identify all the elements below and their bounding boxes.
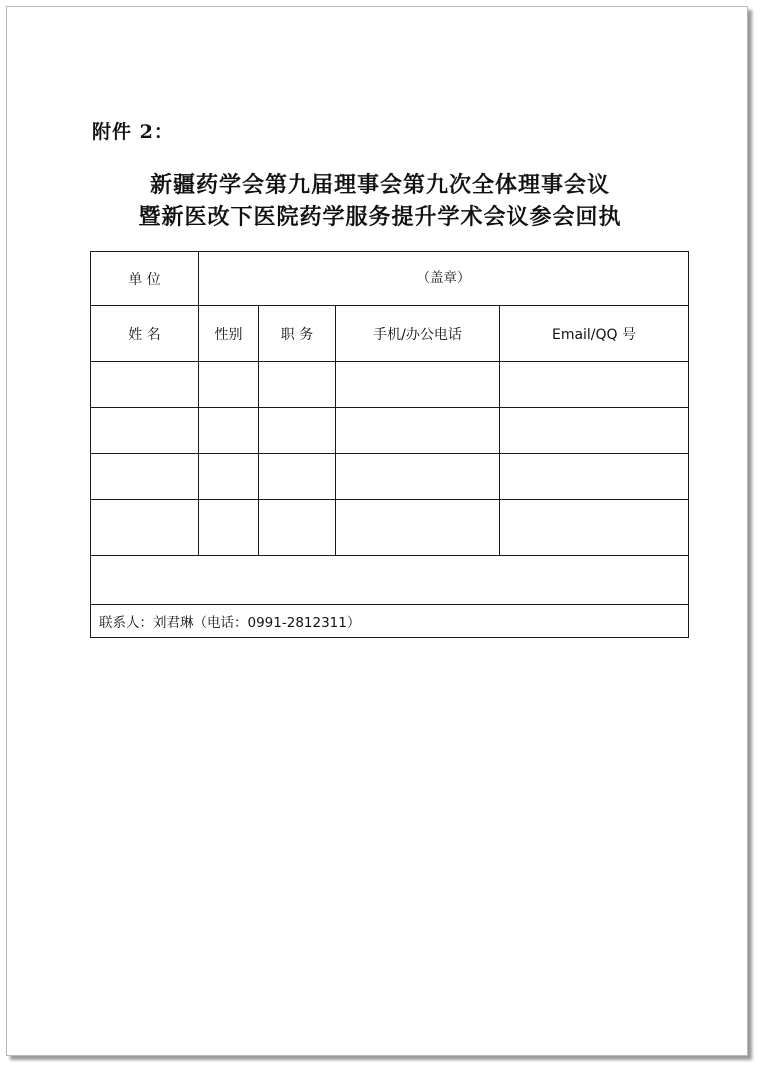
email-cell[interactable] [500,454,689,500]
name-cell[interactable] [91,500,199,556]
position-cell[interactable] [259,362,336,408]
document-title-line-1: 新疆药学会第九届理事会第九次全体理事会议 [149,172,610,198]
phone-cell[interactable] [336,500,500,556]
unit-label: 单 位 [91,252,199,306]
header-phone: 手机/办公电话 [336,306,500,362]
attachment-label: 附件 2： [92,121,174,143]
header-row [91,306,689,362]
table-row [91,408,689,454]
unit-stamp-field[interactable] [199,252,689,306]
blank-cell[interactable] [91,556,689,605]
blank-row [91,556,689,605]
gender-cell[interactable] [199,500,259,556]
phone-cell[interactable] [336,408,500,454]
phone-cell[interactable] [336,362,500,408]
registration-form-table [90,251,689,638]
table-row [91,500,689,556]
email-cell[interactable] [500,408,689,454]
email-cell[interactable] [500,500,689,556]
email-cell[interactable] [500,362,689,408]
header-name: 姓 名 [91,306,199,362]
name-cell[interactable] [91,362,199,408]
position-cell[interactable] [259,408,336,454]
position-cell[interactable] [259,500,336,556]
position-cell[interactable] [259,454,336,500]
header-gender: 性别 [199,306,259,362]
phone-cell[interactable] [336,454,500,500]
name-cell[interactable] [91,454,199,500]
gender-cell[interactable] [199,454,259,500]
stamp-hint: （盖章） [416,269,471,286]
unit-row [91,252,689,306]
name-cell[interactable] [91,408,199,454]
contact-row [91,605,689,638]
table-row [91,454,689,500]
header-email: Email/QQ 号 [500,306,689,362]
contact-info: 联系人：刘君琳（电话：0991-2812311） [91,605,689,638]
table-row [91,362,689,408]
gender-cell[interactable] [199,408,259,454]
header-position: 职 务 [259,306,336,362]
document-title-line-2: 暨新医改下医院药学服务提升学术会议参会回执 [138,204,622,230]
gender-cell[interactable] [199,362,259,408]
